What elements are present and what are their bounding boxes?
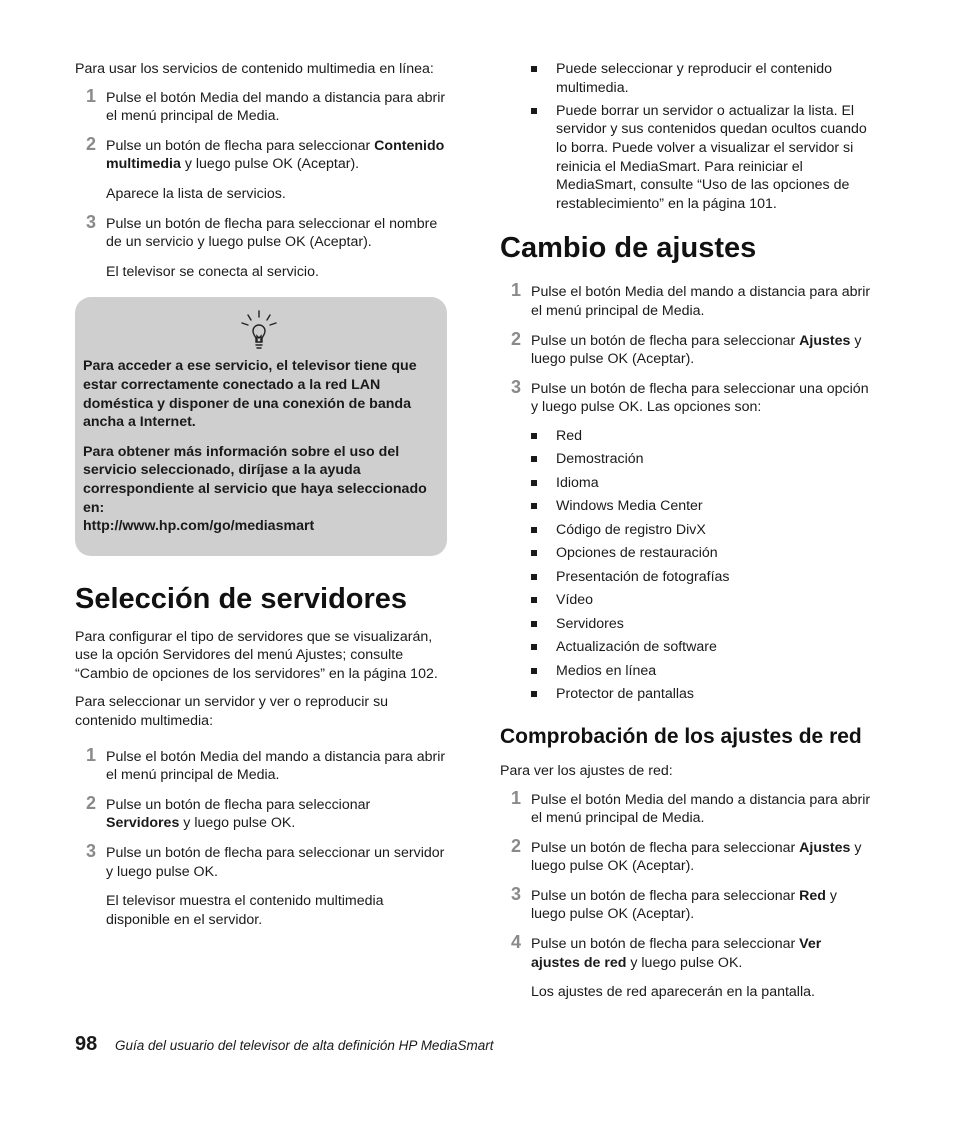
step-text-bold: Ver ajustes de red (531, 936, 822, 971)
step-text-bold: Ajustes (799, 839, 851, 856)
heading-network: Comprobación de los ajustes de red (500, 724, 862, 748)
step-text-post: y luego pulse OK. (179, 815, 296, 832)
servers-paragraph-2: Para seleccionar un servidor y ver o reproducir su contenido multimedia: (75, 694, 389, 730)
step-text: Pulse el botón Media del mando a distancia para abrir el menú principal de Media. (106, 748, 446, 784)
option-item: Windows Media Center (500, 497, 872, 516)
step-note: Los ajustes de red aparecerán en la pantalla. (531, 984, 815, 1001)
step-1 (500, 280, 872, 320)
step-1 (500, 787, 872, 828)
list-item: Puede borrar un servidor o actualizar la lista. El servidor y sus contenidos quedan ocultos cuando lo borra. Puede volver a visualizar el servidor si reinicia el MediaSmart. Para reiniciar el MediaSmart, consulte “Uso de las opciones de restablecimiento” en la página 101. (500, 102, 872, 214)
option-item: Código de registro DivX (500, 521, 872, 540)
step-3 (75, 841, 447, 881)
page-footer (75, 1033, 493, 1056)
settings-options-list (500, 427, 872, 704)
step-3 (75, 211, 447, 252)
step-number: 1 (86, 744, 97, 765)
step-text-pre: Pulse un botón de flecha para seleccionar (531, 887, 800, 904)
servers-paragraph-1: Para configurar el tipo de servidores que se visualizarán, use la opción Servidores del menú Ajustes; consulte “Cambio de opciones de los servidores” en la página 102. (75, 628, 438, 682)
tip-paragraph-2: Para obtener más información sobre el uso del servicio seleccionado, diríjase a la ayuda correspondiente al servicio que haya seleccionado en: (83, 443, 427, 516)
option-item: Actualización de software (500, 638, 872, 657)
step-text: Pulse el botón Media del mando a distancia para abrir el menú principal de Media. (106, 89, 446, 125)
step-text: Pulse el botón Media del mando a distancia para abrir el menú principal de Media. (531, 284, 871, 320)
step-number: 2 (511, 328, 522, 349)
option-item: Opciones de restauración (500, 544, 872, 563)
heading-servers: Selección de servidores (75, 582, 408, 615)
step-text-post: y luego pulse OK. (626, 954, 743, 971)
step-text-pre: Pulse un botón de flecha para seleccionar (106, 137, 375, 154)
footer-title: Guía del usuario del televisor de alta definición HP MediaSmart (115, 1038, 494, 1053)
step-text-pre: Pulse un botón de flecha para seleccionar (531, 839, 800, 856)
step-text-pre: Pulse un botón de flecha para seleccionar (106, 796, 371, 813)
step-number: 1 (86, 85, 97, 106)
step-note: Aparece la lista de servicios. (106, 185, 286, 202)
right-column (500, 60, 872, 1013)
step-text-post: y luego pulse OK (Aceptar). (180, 156, 360, 173)
option-item: Demostración (500, 450, 872, 469)
step-2 (75, 792, 447, 833)
list-item: Puede seleccionar y reproducir el contenido multimedia. (500, 60, 872, 97)
step-text-bold: Contenido multimedia (106, 137, 445, 173)
step-number: 3 (86, 211, 97, 232)
step-note: El televisor muestra el contenido multimedia disponible en el servidor. (106, 893, 384, 928)
intro-text: Para usar los servicios de contenido multimedia en línea: (75, 61, 434, 77)
option-item: Presentación de fotografías (500, 568, 872, 587)
step-1 (75, 85, 447, 126)
step-text-bold: Ajustes (799, 332, 851, 349)
lightbulb-icon (239, 309, 279, 351)
step-text-post: y luego pulse OK (Aceptar). (531, 332, 862, 368)
step-number: 1 (511, 787, 522, 808)
option-item: Protector de pantallas (500, 685, 872, 704)
option-item: Medios en línea (500, 662, 872, 681)
step-number: 3 (511, 376, 522, 397)
tip-url: http://www.hp.com/go/mediasmart (83, 518, 315, 535)
option-item: Servidores (500, 615, 872, 634)
tip-box (75, 297, 447, 555)
step-text-bold: Servidores (106, 815, 180, 832)
step-number: 4 (511, 932, 522, 953)
left-column (75, 60, 447, 940)
step-number: 2 (511, 835, 522, 856)
step-text: Pulse un botón de flecha para seleccionar una opción y luego pulse OK. Las opciones son: (531, 380, 869, 416)
step-number: 1 (511, 280, 522, 301)
step-number: 2 (86, 133, 97, 154)
heading-settings: Cambio de ajustes (500, 232, 757, 265)
step-number: 2 (86, 792, 97, 813)
step-note: El televisor se conecta al servicio. (106, 263, 319, 280)
step-2 (500, 835, 872, 876)
network-intro: Para ver los ajustes de red: (500, 762, 673, 779)
server-bullets (500, 60, 872, 213)
tip-paragraph-1: Para acceder a ese servicio, el televisor tiene que estar correctamente conectado a la red LAN doméstica y disponer de una conexión de banda ancha a Internet. (83, 358, 417, 431)
step-text: Pulse el botón Media del mando a distancia para abrir el menú principal de Media. (531, 791, 871, 827)
step-text-pre: Pulse un botón de flecha para seleccionar (531, 332, 800, 349)
step-number: 3 (86, 841, 97, 862)
option-item: Idioma (500, 474, 872, 493)
step-2 (75, 133, 447, 174)
step-text-pre: Pulse un botón de flecha para seleccionar (531, 936, 800, 953)
page-number: 98 (75, 1033, 98, 1055)
step-3 (500, 883, 872, 924)
step-number: 3 (511, 883, 522, 904)
step-text-post: y luego pulse OK (Aceptar). (531, 839, 862, 875)
step-4 (500, 932, 872, 972)
step-text: Pulse un botón de flecha para seleccionar un servidor y luego pulse OK. (106, 845, 445, 880)
step-1 (75, 744, 447, 785)
step-2 (500, 328, 872, 369)
step-text-bold: Red (799, 887, 826, 904)
option-item: Vídeo (500, 591, 872, 610)
step-text: Pulse un botón de flecha para seleccionar el nombre de un servicio y luego pulse OK (Aceptar). (106, 215, 438, 251)
step-text-post: y luego pulse OK (Aceptar). (531, 887, 838, 923)
option-item: Red (500, 427, 872, 446)
step-3 (500, 376, 872, 417)
